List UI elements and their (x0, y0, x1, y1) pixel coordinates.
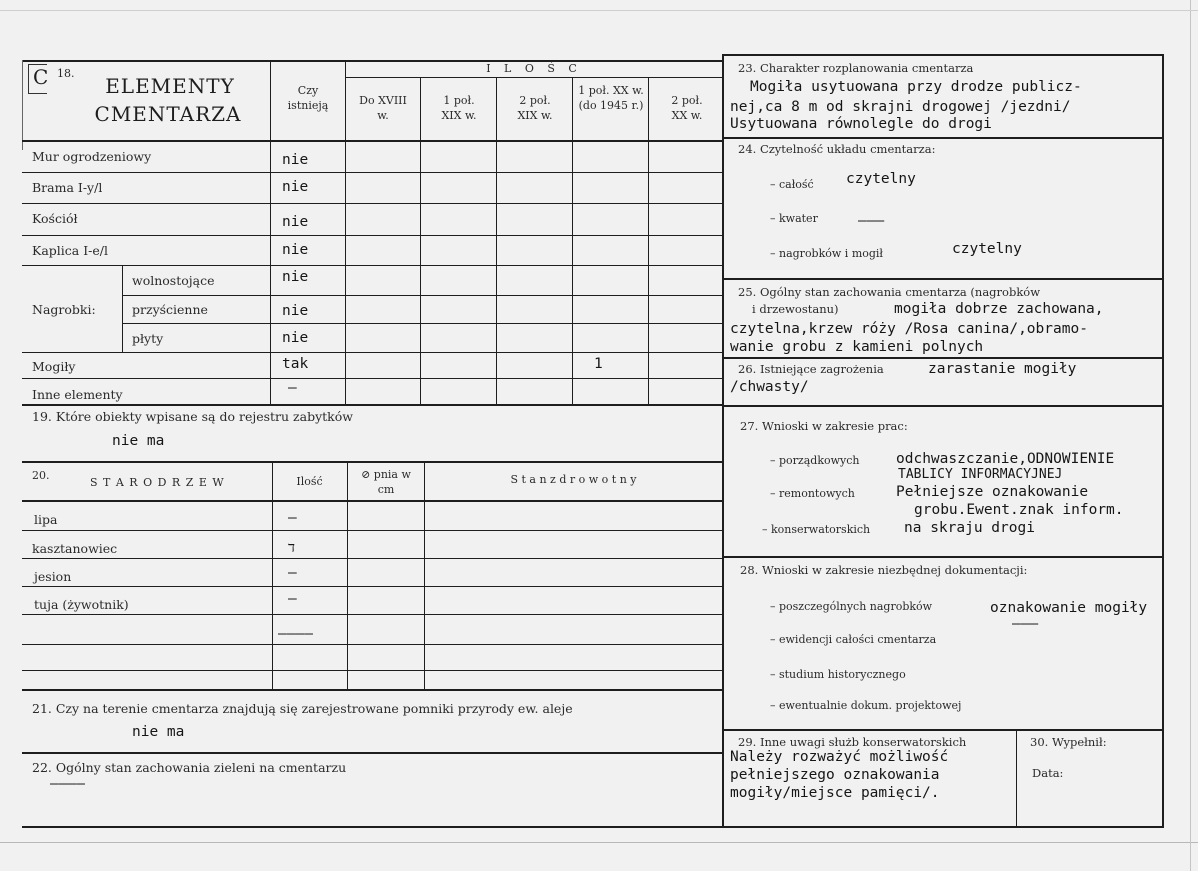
q28-item-label: – ewentualnie dokum. projektowej (770, 699, 962, 712)
row-exists-wall: nie (282, 152, 309, 168)
q28-item-value: oznakowanie mogiły (990, 600, 1148, 616)
q22-value: –––– (50, 776, 85, 792)
q24-bottom (723, 278, 1163, 280)
q23-line: nej,ca 8 m od skrajni drogowej /jezdni/ (730, 99, 1071, 115)
q24-item-label: – kwater (770, 212, 818, 225)
q25-value-line1: mogiła dobrze zachowana, (894, 301, 1104, 317)
q28-label: 28. Wnioski w zakresie niezbędnej dokumentacji: (740, 563, 1028, 577)
trees-num: 20. (32, 469, 50, 482)
tree-qty-chestnut: ד (288, 540, 295, 556)
q26-label: 26. Istniejące zagrożenia (738, 362, 884, 376)
q25-line: wanie grobu z kamieni polnych (730, 339, 984, 355)
period-header-2-xix: 2 poł. XIX w. (517, 94, 553, 122)
row-exists-church: nie (282, 214, 309, 230)
row-line (22, 235, 723, 236)
row-exists-other: – (288, 380, 297, 396)
q29-line: Należy rozważyć możliwość (730, 749, 949, 765)
elements-ilosc-underline (345, 77, 723, 78)
trees-row-line (22, 670, 723, 671)
paper-edge-line (1190, 0, 1191, 871)
trees-top (22, 461, 723, 463)
trees-col-diam (347, 461, 348, 690)
period-header-2-xx: 2 poł. XX w. (671, 94, 703, 122)
trees-title: S T A R O D R Z E W (90, 476, 225, 489)
row-exists-slabs: nie (282, 330, 309, 346)
q21-bottom (22, 752, 723, 754)
q24-item-value: czytelny (846, 171, 916, 187)
trees-col-health (424, 461, 425, 690)
q27-item-value: grobu.Ewent.znak inform. (914, 502, 1124, 518)
q25-line: czytelna,krzew róży /Rosa canina/,obramo- (730, 321, 1088, 337)
row-label-slabs: płyty (132, 331, 164, 346)
trees-col-qty (272, 461, 273, 690)
sheet-number: 18. (57, 67, 75, 80)
frame-bottom (22, 826, 1164, 828)
trees-header-bottom (22, 500, 723, 502)
row-exists-graves: tak (282, 356, 309, 372)
tree-name-chestnut: kasztanowiec (32, 541, 118, 556)
q21-value: nie ma (132, 724, 185, 740)
frame-top-right (723, 54, 1163, 56)
row-exists-gate: nie (282, 179, 309, 195)
q21-label: 21. Czy na terenie cmentarza znajdują się zarejestrowane pomniki przyrody ew. aleje (32, 701, 573, 716)
paper-fold-line (0, 842, 1198, 843)
row-line (22, 172, 723, 173)
frame-left (22, 60, 23, 150)
q29-q30-divider (1016, 729, 1017, 827)
q27-item-value: TABLICY INFORMACYJNEJ (898, 467, 1063, 482)
row-line (122, 323, 723, 324)
q28-bottom (723, 729, 1163, 731)
trees-row-line (22, 614, 723, 615)
elements-col-exists-left (270, 60, 271, 405)
col-exists-header: Czy istnieją (287, 84, 329, 112)
trees-col-qty-header: Ilość (296, 475, 323, 488)
frame-top-left (22, 60, 723, 62)
row-exists-wall-mounted: nie (282, 303, 309, 319)
q27-item-label: – konserwatorskich (762, 523, 871, 536)
trees-row-line (22, 530, 723, 531)
q25-bottom (723, 357, 1163, 359)
q29-label: 29. Inne uwagi służb konserwatorskich (738, 735, 967, 749)
row-label-gate: Brama I-y/l (32, 180, 103, 195)
row-count-graves-ww1: 1 (594, 356, 603, 372)
trees-row-line (22, 586, 723, 587)
row-label-other: Inne elementy (32, 387, 123, 402)
paper-edge-top (0, 10, 1198, 11)
q27-label: 27. Wnioski w zakresie prac: (740, 419, 908, 433)
q27-item-label: – remontowych (770, 487, 855, 500)
tree-qty-ash: – (288, 565, 297, 581)
elements-col-p2 (420, 78, 421, 405)
elements-title-line2: CMENTARZA (94, 102, 242, 126)
period-header-1-xx: 1 poł. XX w. (do 1945 r.) (578, 84, 644, 112)
elements-title-line1: ELEMENTY (105, 74, 235, 98)
row-exists-chapel: nie (282, 242, 309, 258)
q27-item-value: na skraju drogi (904, 520, 1035, 536)
q28-item-label: – poszczególnych nagrobków (770, 600, 933, 613)
q27-bottom (723, 556, 1163, 558)
q24-item-value: czytelny (952, 241, 1022, 257)
q30-label: 30. Wypełnił: (1030, 735, 1107, 749)
row-line (22, 203, 723, 204)
q27-item-value: Pełniejsze oznakowanie (896, 484, 1089, 500)
elements-col-p5 (648, 78, 649, 405)
row-label-church: Kościół (32, 211, 78, 226)
tree-name-thuja: tuja (żywotnik) (34, 597, 129, 612)
row-label-wall-mounted: przyścienne (132, 302, 208, 317)
q30-date-label: Data: (1032, 766, 1064, 780)
trees-col-diam-header: ⊘ pnia w cm (361, 468, 411, 496)
elements-col-p3 (496, 78, 497, 405)
q27-item-value: odchwaszczanie,ODNOWIENIE (896, 451, 1115, 467)
elements-header-bottom (22, 140, 723, 142)
row-label-freestanding: wolnostojące (132, 273, 215, 288)
row-label-wall: Mur ogrodzeniowy (32, 149, 152, 164)
trees-bottom (22, 689, 723, 691)
row-line (122, 295, 723, 296)
row-line (22, 378, 723, 379)
q29-line: pełniejszego oznakowania (730, 767, 940, 783)
period-header-1-xix: 1 poł. XIX w. (441, 94, 477, 122)
trees-row-line (22, 558, 723, 559)
q28-item-label: – ewidencji całości cmentarza (770, 633, 937, 646)
q19-label: 19. Które obiekty wpisane są do rejestru zabytków (32, 409, 353, 424)
q25-label-line1: 25. Ogólny stan zachowania cmentarza (nagrobków (738, 285, 1041, 299)
tree-qty-thuja: – (288, 591, 297, 607)
q23-line: Usytuowana równolegle do drogi (730, 116, 992, 132)
q22-label: 22. Ogólny stan zachowania zieleni na cmentarzu (32, 760, 347, 775)
q29-line: mogiły/miejsce pamięci/. (730, 785, 940, 801)
nagrobki-divider (122, 265, 123, 352)
row-exists-freestanding: nie (282, 269, 309, 285)
tree-qty-dashes: –––– (278, 626, 313, 642)
elements-col-exists-right (345, 60, 346, 405)
trees-col-health-header: S t a n z d r o w o t n y (510, 473, 637, 486)
q23-label: 23. Charakter rozplanowania cmentarza (738, 61, 974, 75)
q28-item-label: – studium historycznego (770, 668, 906, 681)
frame-middle (722, 54, 724, 827)
q19-value: nie ma (112, 433, 165, 449)
tree-name-linden: lipa (34, 512, 58, 527)
q24-label: 24. Czytelność układu cmentarza: (738, 142, 936, 156)
q24-item-label: – nagrobków i mogił (770, 247, 883, 260)
row-label-graves: Mogiły (32, 359, 76, 374)
row-line (22, 352, 723, 353)
tombstones-label: Nagrobki: (32, 302, 96, 317)
tree-qty-linden: – (288, 510, 297, 526)
col-quantity-header: I L O Ś C (486, 62, 582, 75)
q28-item-value: ––– (1012, 616, 1039, 632)
q27-item-label: – porządkowych (770, 454, 860, 467)
tree-name-ash: jesion (34, 569, 72, 584)
row-label-chapel: Kaplica I-e/l (32, 243, 108, 258)
q24-item-value: ––– (858, 213, 885, 229)
q23-bottom (723, 137, 1163, 139)
elements-bottom (22, 404, 723, 406)
q23-line: Mogiła usytuowana przy drodze publicz- (750, 79, 1082, 95)
q26-value-line1: zarastanie mogiły (928, 361, 1077, 377)
elements-col-p4 (572, 78, 573, 405)
row-line (22, 265, 723, 266)
frame-right (1162, 54, 1164, 827)
q25-label-line2: i drzewostanu) (752, 302, 839, 316)
form-marker: C (33, 65, 50, 89)
period-header-xviii: Do XVIII w. (359, 94, 407, 122)
q24-item-label: – całość (770, 178, 814, 191)
trees-row-line (22, 644, 723, 645)
q26-value-line2: /chwasty/ (730, 379, 809, 395)
q26-bottom (723, 405, 1163, 407)
